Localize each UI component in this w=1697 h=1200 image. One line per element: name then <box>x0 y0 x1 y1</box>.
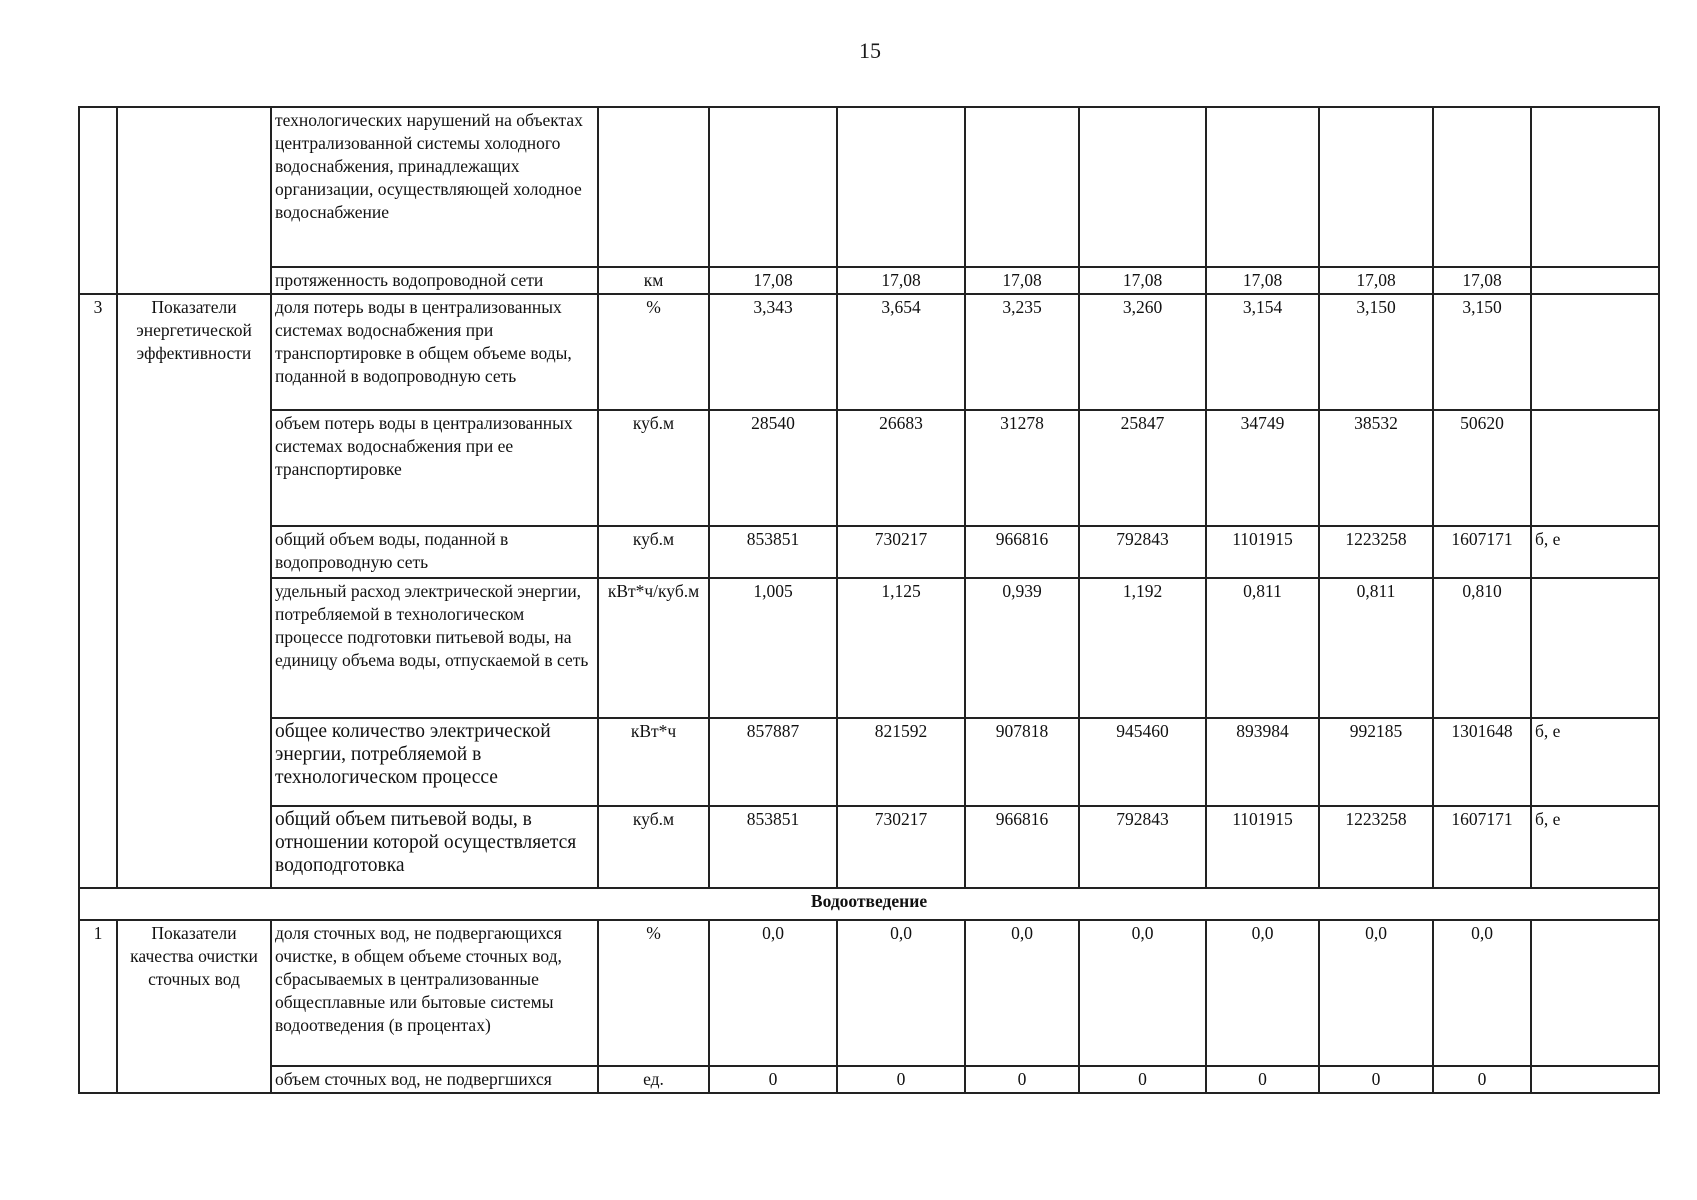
value-cell: 0,0 <box>837 920 965 1066</box>
table-row <box>79 294 1659 410</box>
note-cell <box>1531 107 1659 267</box>
note-cell <box>1531 410 1659 526</box>
value-cell: 0,0 <box>709 920 837 1066</box>
page-number: 15 <box>859 38 881 63</box>
value-cell: 3,343 <box>709 294 837 410</box>
indicator-description: удельный расход электрической энергии, потребляемой в технологическом процессе подготовки питьевой воды, на единицу объема воды, отпускаемой в сеть <box>271 578 598 718</box>
note-cell <box>1531 1066 1659 1093</box>
table-row <box>79 718 1659 806</box>
value-cell: 25847 <box>1079 410 1206 526</box>
value-cell: 3,260 <box>1079 294 1206 410</box>
indicator-description: общее количество электрической энергии, потребляемой в технологическом процессе <box>271 718 598 806</box>
value-cell: 3,154 <box>1206 294 1319 410</box>
value-cell: 1101915 <box>1206 526 1319 578</box>
value-cell <box>1319 107 1433 267</box>
value-cell: 0,0 <box>1079 920 1206 1066</box>
value-cell: 17,08 <box>1079 267 1206 294</box>
row-number-cell <box>79 107 117 294</box>
value-cell: 853851 <box>709 526 837 578</box>
value-cell: 893984 <box>1206 718 1319 806</box>
indicator-description: общий объем воды, поданной в водопроводную сеть <box>271 526 598 578</box>
section-header-row <box>79 888 1659 920</box>
value-cell: 730217 <box>837 806 965 888</box>
note-cell: б, е <box>1531 718 1659 806</box>
note-cell: б, е <box>1531 806 1659 888</box>
table-row <box>79 1066 1659 1093</box>
note-cell <box>1531 578 1659 718</box>
value-cell <box>1079 107 1206 267</box>
indicator-description: доля сточных вод, не подвергающихся очистке, в общем объеме сточных вод, сбрасываемых в централизованные общесплавные или бытовые системы водоотведения (в процентах) <box>271 920 598 1066</box>
value-cell: 17,08 <box>1319 267 1433 294</box>
value-cell: 38532 <box>1319 410 1433 526</box>
indicator-description: объем сточных вод, не подвергшихся <box>271 1066 598 1093</box>
unit-cell: ед. <box>598 1066 709 1093</box>
unit-cell: % <box>598 294 709 410</box>
value-cell: 0,811 <box>1206 578 1319 718</box>
value-cell: 0 <box>1433 1066 1531 1093</box>
value-cell: 0,0 <box>1206 920 1319 1066</box>
note-cell <box>1531 267 1659 294</box>
note-cell: б, е <box>1531 526 1659 578</box>
indicator-description: протяженность водопроводной сети <box>271 267 598 294</box>
value-cell: 31278 <box>965 410 1079 526</box>
value-cell: 1,125 <box>837 578 965 718</box>
value-cell: 1607171 <box>1433 526 1531 578</box>
indicator-group-cell: Показатели качества очистки сточных вод <box>117 920 271 1093</box>
value-cell: 1223258 <box>1319 806 1433 888</box>
value-cell: 853851 <box>709 806 837 888</box>
value-cell: 0 <box>1206 1066 1319 1093</box>
unit-cell <box>598 107 709 267</box>
value-cell: 0,0 <box>1319 920 1433 1066</box>
value-cell: 3,235 <box>965 294 1079 410</box>
unit-cell: кВт*ч <box>598 718 709 806</box>
table-row <box>79 267 1659 294</box>
row-number-cell: 3 <box>79 294 117 888</box>
value-cell: 17,08 <box>1206 267 1319 294</box>
value-cell: 907818 <box>965 718 1079 806</box>
value-cell: 3,654 <box>837 294 965 410</box>
value-cell: 857887 <box>709 718 837 806</box>
value-cell <box>837 107 965 267</box>
value-cell: 0,939 <box>965 578 1079 718</box>
indicator-description: технологических нарушений на объектах централизованной системы холодного водоснабжения, принадлежащих организации, осуществляющей холодное водоснабжение <box>271 107 598 267</box>
table-row <box>79 578 1659 718</box>
unit-cell: куб.м <box>598 526 709 578</box>
value-cell: 1223258 <box>1319 526 1433 578</box>
note-cell <box>1531 294 1659 410</box>
value-cell: 17,08 <box>709 267 837 294</box>
value-cell: 730217 <box>837 526 965 578</box>
indicator-group-cell <box>117 107 271 294</box>
value-cell: 1607171 <box>1433 806 1531 888</box>
value-cell: 50620 <box>1433 410 1531 526</box>
value-cell: 28540 <box>709 410 837 526</box>
value-cell <box>1433 107 1531 267</box>
value-cell: 17,08 <box>965 267 1079 294</box>
value-cell <box>709 107 837 267</box>
value-cell: 792843 <box>1079 806 1206 888</box>
value-cell: 3,150 <box>1433 294 1531 410</box>
value-cell: 26683 <box>837 410 965 526</box>
value-cell: 792843 <box>1079 526 1206 578</box>
table-row <box>79 526 1659 578</box>
unit-cell: % <box>598 920 709 1066</box>
unit-cell: куб.м <box>598 410 709 526</box>
value-cell: 966816 <box>965 526 1079 578</box>
unit-cell: кВт*ч/куб.м <box>598 578 709 718</box>
value-cell: 821592 <box>837 718 965 806</box>
value-cell <box>965 107 1079 267</box>
value-cell: 1101915 <box>1206 806 1319 888</box>
unit-cell: км <box>598 267 709 294</box>
table-row <box>79 410 1659 526</box>
table-row <box>79 107 1659 267</box>
value-cell: 17,08 <box>837 267 965 294</box>
unit-cell: куб.м <box>598 806 709 888</box>
value-cell: 945460 <box>1079 718 1206 806</box>
value-cell: 0,810 <box>1433 578 1531 718</box>
value-cell: 0,0 <box>965 920 1079 1066</box>
value-cell: 0 <box>709 1066 837 1093</box>
row-number-cell: 1 <box>79 920 117 1093</box>
value-cell: 1,192 <box>1079 578 1206 718</box>
value-cell: 0 <box>1319 1066 1433 1093</box>
value-cell: 0 <box>837 1066 965 1093</box>
value-cell: 1,005 <box>709 578 837 718</box>
value-cell: 966816 <box>965 806 1079 888</box>
indicator-description: общий объем питьевой воды, в отношении которой осуществляется водоподготовка <box>271 806 598 888</box>
value-cell: 1301648 <box>1433 718 1531 806</box>
value-cell <box>1206 107 1319 267</box>
table-row <box>79 920 1659 1066</box>
indicator-group-cell: Показатели энергетической эффективности <box>117 294 271 888</box>
indicators-table <box>78 106 1660 1094</box>
value-cell: 0,0 <box>1433 920 1531 1066</box>
indicator-description: объем потерь воды в централизованных системах водоснабжения при ее транспортировке <box>271 410 598 526</box>
value-cell: 0 <box>965 1066 1079 1093</box>
section-title: Водоотведение <box>79 888 1659 920</box>
value-cell: 0 <box>1079 1066 1206 1093</box>
value-cell: 992185 <box>1319 718 1433 806</box>
indicator-description: доля потерь воды в централизованных системах водоснабжения при транспортировке в общем объеме воды, поданной в водопроводную сеть <box>271 294 598 410</box>
value-cell: 3,150 <box>1319 294 1433 410</box>
value-cell: 0,811 <box>1319 578 1433 718</box>
note-cell <box>1531 920 1659 1066</box>
table-row <box>79 806 1659 888</box>
value-cell: 34749 <box>1206 410 1319 526</box>
value-cell: 17,08 <box>1433 267 1531 294</box>
